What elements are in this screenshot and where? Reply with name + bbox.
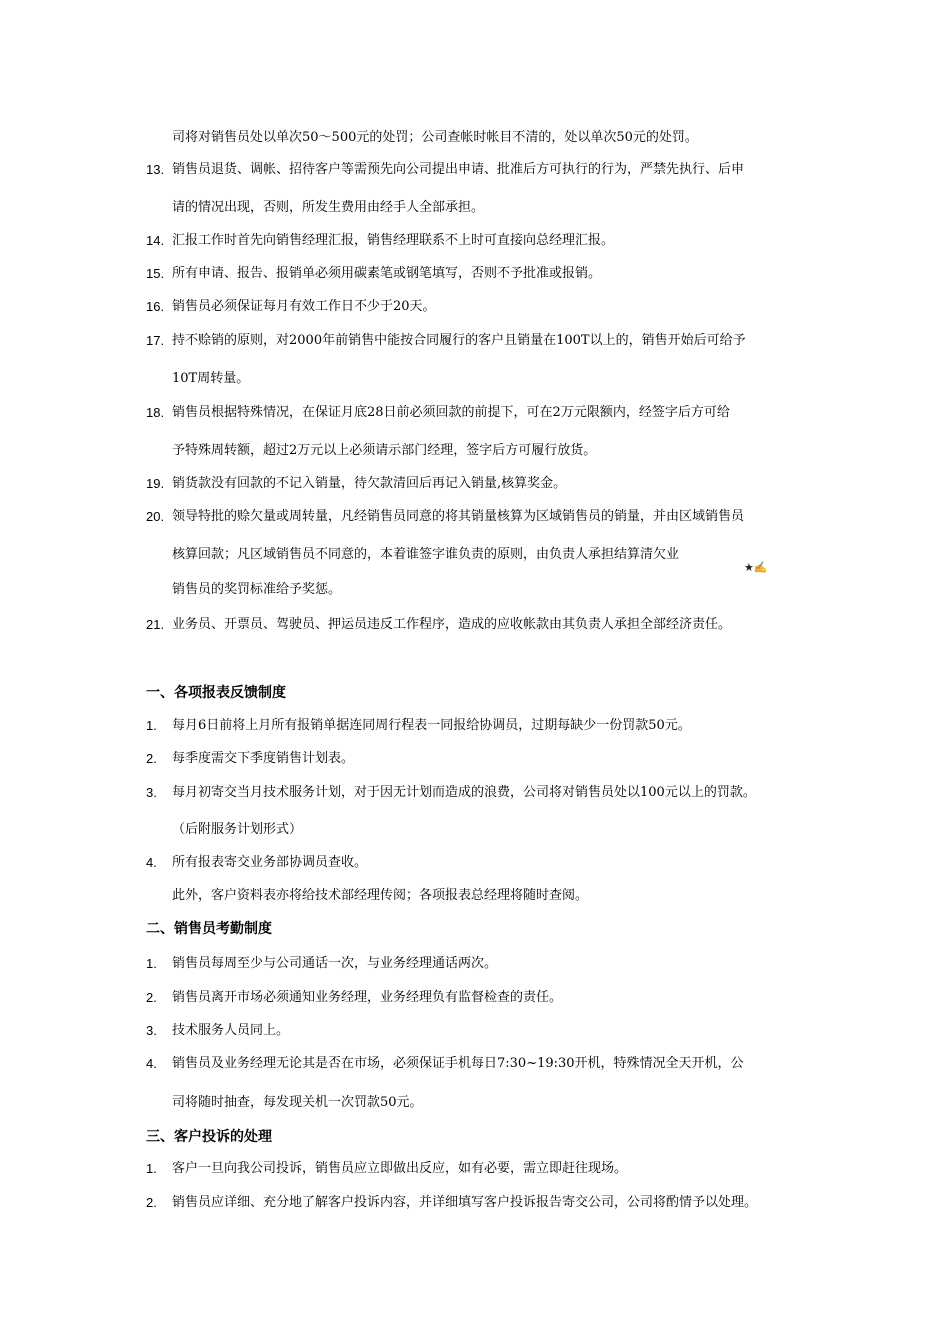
section-heading: 一、各项报表反馈制度 xyxy=(146,685,286,701)
list-item-number: 14. xyxy=(146,233,165,248)
list-item-number: 13. xyxy=(146,162,165,177)
section-heading: 二、销售员考勤制度 xyxy=(146,921,272,937)
list-item-text: 每季度需交下季度销售计划表。 xyxy=(172,751,355,766)
list-item xyxy=(0,297,950,317)
continuation-text: （后附服务计划形式） xyxy=(172,822,303,837)
list-item-number: 20. xyxy=(146,509,165,524)
list-item-continuation xyxy=(0,580,950,600)
list-item-number: 2. xyxy=(146,1195,157,1210)
continuation-text: 此外，客户资料表亦将给技术部经理传阅；各项报表总经理将随时查阅。 xyxy=(172,888,589,903)
list-item xyxy=(0,1021,950,1041)
list-item-number: 15. xyxy=(146,266,165,281)
list-item-text: 销货款没有回款的不记入销量，待欠款清回后再记入销量,核算奖金。 xyxy=(172,476,567,491)
continuation-text: 核算回款；凡区域销售员不同意的，本着谁签字谁负责的原则，由负责人承担结算清欠业 xyxy=(172,547,680,562)
list-item-continuation xyxy=(0,1093,950,1113)
list-item-text: 销售员退货、调帐、招待客户等需预先向公司提出申请、批准后方可执行的行为，严禁先执行、后申 xyxy=(172,162,745,177)
list-item-text: 销售员及业务经理无论其是否在市场，必须保证手机每日7:30~19:30开机，特殊情况全天开机，公 xyxy=(172,1056,744,1071)
list-item-number: 4. xyxy=(146,855,157,870)
list-item xyxy=(0,749,950,769)
continuation-text: 司将随时抽查，每发现关机一次罚款50元。 xyxy=(172,1095,423,1110)
list-item-continuation xyxy=(0,820,950,840)
list-item-number: 21. xyxy=(146,617,165,632)
list-item xyxy=(0,264,950,284)
list-item xyxy=(0,1193,950,1213)
list-item-number: 19. xyxy=(146,476,165,491)
list-item xyxy=(0,231,950,251)
list-item-number: 3. xyxy=(146,1023,157,1038)
list-item xyxy=(0,1054,950,1074)
list-item-text: 每月6日前将上月所有报销单据连同周行程表一同报给协调员，过期每缺少一份罚款50元。 xyxy=(172,718,691,733)
list-item-number: 2. xyxy=(146,990,157,1005)
list-item-text: 所有报表寄交业务部协调员查收。 xyxy=(172,855,368,870)
list-item-number: 4. xyxy=(146,1056,157,1071)
list-item xyxy=(0,615,950,635)
list-item-text: 业务员、开票员、驾驶员、押运员违反工作程序，造成的应收帐款由其负责人承担全部经济责任。 xyxy=(172,617,732,632)
list-item-continuation xyxy=(0,128,950,148)
continuation-text: 10T周转量。 xyxy=(172,371,250,386)
list-item-number: 3. xyxy=(146,785,157,800)
list-item-number: 18. xyxy=(146,405,165,420)
continuation-text: 司将对销售员处以单次50～500元的处罚；公司查帐时帐目不清的，处以单次50元的处罚。 xyxy=(172,130,698,145)
continuation-text: 予特殊周转额，超过2万元以上必须请示部门经理，签字后方可履行放货。 xyxy=(172,443,597,458)
list-item-number: 1. xyxy=(146,956,157,971)
list-item-text: 领导特批的赊欠量或周转量，凡经销售员同意的将其销量核算为区域销售员的销量，并由区域销售员 xyxy=(172,509,745,524)
list-item xyxy=(0,507,950,527)
list-item-number: 1. xyxy=(146,718,157,733)
list-item xyxy=(0,988,950,1008)
list-item-number: 16. xyxy=(146,299,165,314)
list-item-number: 17. xyxy=(146,333,165,348)
list-item-text: 销售员离开市场必须通知业务经理，业务经理负有监督检查的责任。 xyxy=(172,990,563,1005)
list-item-continuation xyxy=(0,198,950,218)
list-item-continuation xyxy=(0,441,950,461)
list-item xyxy=(0,160,950,180)
list-item-text: 汇报工作时首先向销售经理汇报，销售经理联系不上时可直接向总经理汇报。 xyxy=(172,233,615,248)
list-item-text: 销售员每周至少与公司通话一次，与业务经理通话两次。 xyxy=(172,956,498,971)
list-item-text: 所有申请、报告、报销单必须用碳素笔或钢笔填写，否则不予批准或报销。 xyxy=(172,266,602,281)
list-item xyxy=(0,853,950,873)
list-item-text: 销售员根据特殊情况，在保证月底28日前必须回款的前提下，可在2万元限额内，经签字后方可给 xyxy=(172,405,730,420)
continuation-text: 销售员的奖罚标准给予奖惩。 xyxy=(172,582,342,597)
list-item xyxy=(0,1159,950,1179)
list-item xyxy=(0,954,950,974)
seal-stamp-icon: ★✍ xyxy=(744,561,768,574)
list-item-text: 销售员应详细、充分地了解客户投诉内容，并详细填写客户投诉报告寄交公司，公司将酌情予以处理。 xyxy=(172,1195,758,1210)
list-item-continuation xyxy=(0,886,950,906)
list-item xyxy=(0,716,950,736)
list-item-number: 1. xyxy=(146,1161,157,1176)
list-item xyxy=(0,474,950,494)
list-item-text: 持不赊销的原则，对2000年前销售中能按合同履行的客户且销量在100T以上的，销售开始后可给予 xyxy=(172,333,746,348)
list-item-text: 销售员必须保证每月有效工作日不少于20天。 xyxy=(172,299,436,314)
list-item xyxy=(0,331,950,351)
list-item-continuation xyxy=(0,545,950,565)
list-item-number: 2. xyxy=(146,751,157,766)
list-item-text: 每月初寄交当月技术服务计划，对于因无计划而造成的浪费，公司将对销售员处以100元以上的罚款。 xyxy=(172,785,756,800)
list-item xyxy=(0,403,950,423)
section-heading: 三、客户投诉的处理 xyxy=(146,1129,272,1145)
list-item-continuation xyxy=(0,369,950,389)
list-item-text: 技术服务人员同上。 xyxy=(172,1023,290,1038)
list-item xyxy=(0,783,950,803)
continuation-text: 请的情况出现，否则，所发生费用由经手人全部承担。 xyxy=(172,200,485,215)
list-item-text: 客户一旦向我公司投诉，销售员应立即做出反应，如有必要，需立即赶往现场。 xyxy=(172,1161,628,1176)
